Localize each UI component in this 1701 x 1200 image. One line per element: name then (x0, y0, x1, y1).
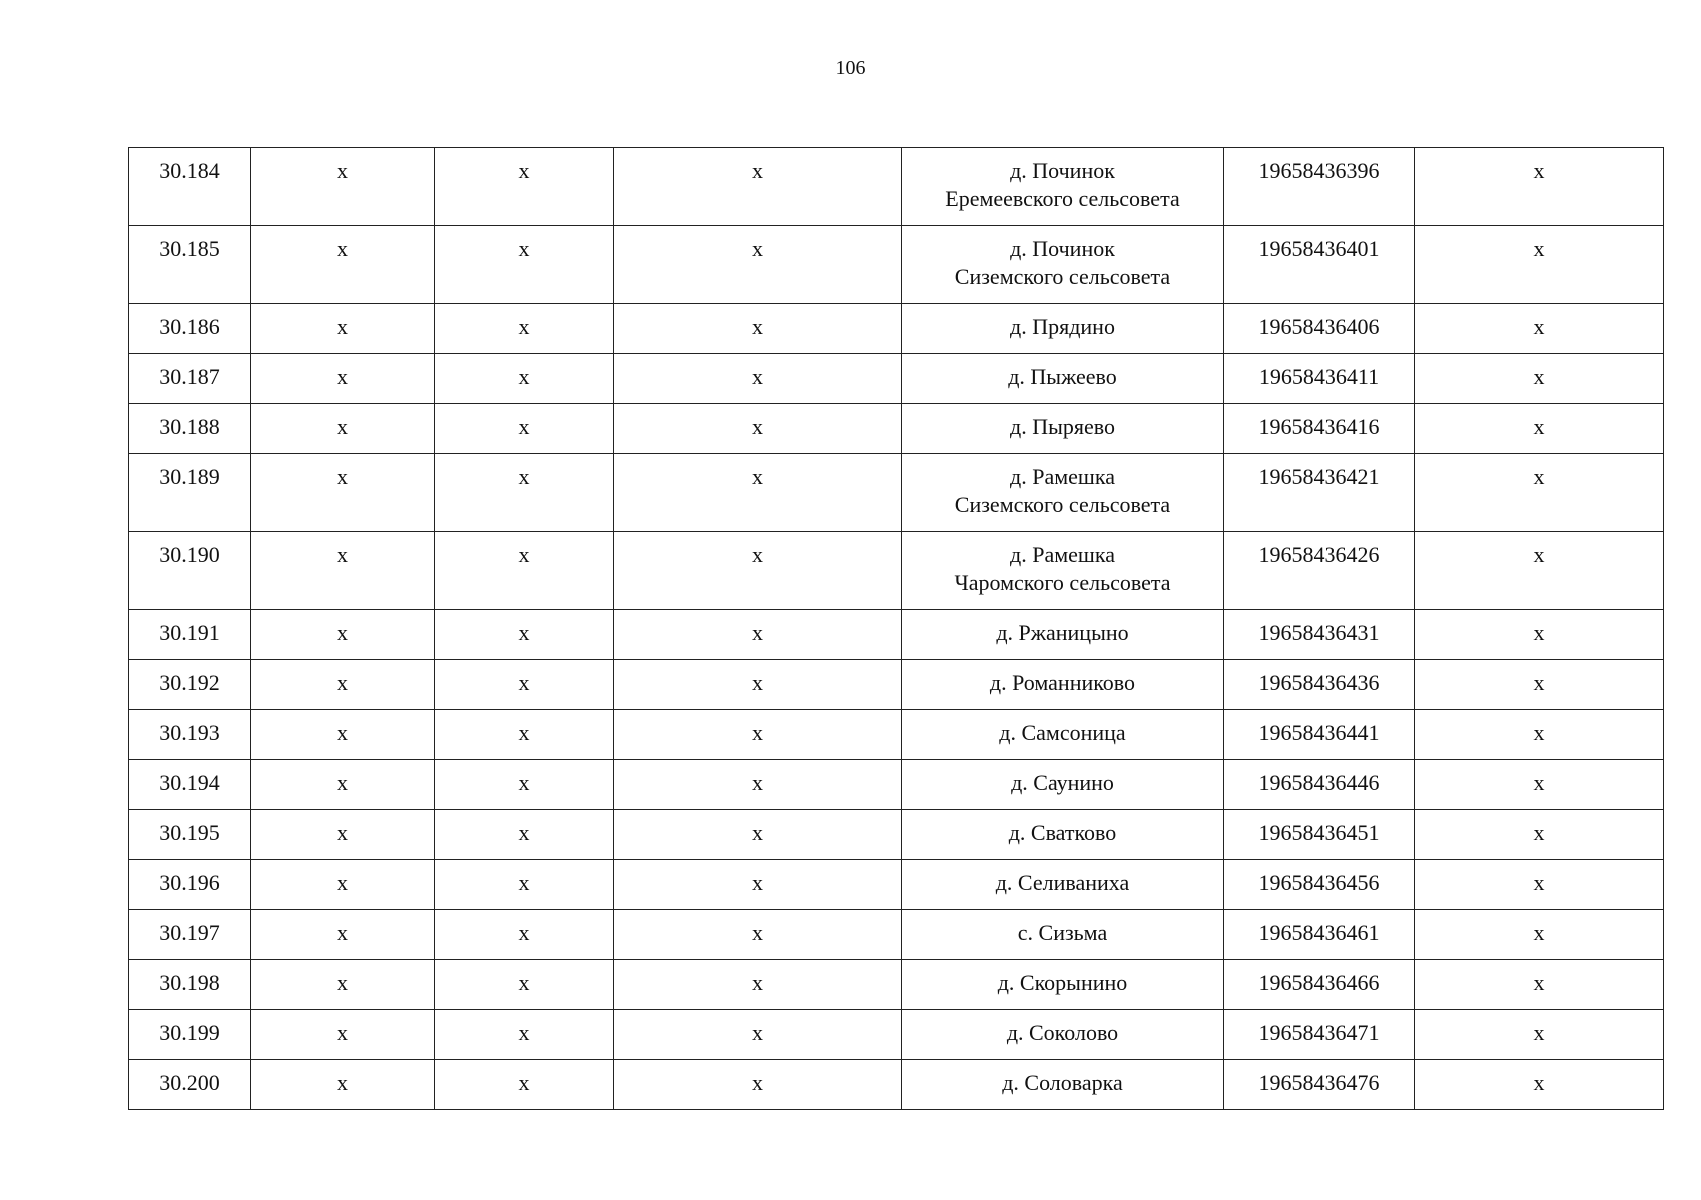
cell-text: 30.193 (159, 720, 220, 745)
oktmo-code-cell (1224, 710, 1415, 760)
settlement-name-cell (902, 910, 1224, 960)
cell-text: x (1533, 870, 1545, 895)
column-7-cell (1415, 960, 1664, 1010)
oktmo-code-cell (1224, 860, 1415, 910)
row-number-cell (129, 226, 251, 304)
table-row (129, 810, 1664, 860)
column-7-cell (1415, 860, 1664, 910)
cell-text: x (518, 770, 530, 795)
column-3-cell (435, 610, 614, 660)
cell-text: 30.190 (159, 542, 220, 567)
settlement-name-cell (902, 226, 1224, 304)
cell-text: 30.186 (159, 314, 220, 339)
cell-text: 30.188 (159, 414, 220, 439)
column-3-cell (435, 710, 614, 760)
cell-text: 30.197 (159, 920, 220, 945)
cell-text: 19658436396 (1258, 158, 1380, 183)
column-7-cell (1415, 1060, 1664, 1110)
column-7-cell (1415, 810, 1664, 860)
column-3-cell (435, 454, 614, 532)
column-3-cell (435, 148, 614, 226)
row-number-cell (129, 860, 251, 910)
oktmo-code-cell (1224, 226, 1415, 304)
column-2-cell (251, 910, 435, 960)
table-row (129, 404, 1664, 454)
settlement-name-cell (902, 810, 1224, 860)
cell-text: д. Соловарка (1002, 1070, 1123, 1095)
column-3-cell (435, 532, 614, 610)
cell-text: x (1533, 1070, 1545, 1095)
cell-text: 19658436476 (1258, 1070, 1380, 1095)
table-row (129, 910, 1664, 960)
column-4-cell (614, 960, 902, 1010)
cell-text: x (518, 236, 530, 261)
column-7-cell (1415, 304, 1664, 354)
column-3-cell (435, 960, 614, 1010)
cell-text: x (337, 314, 348, 339)
cell-text: x (752, 236, 763, 261)
cell-text: x (518, 314, 530, 339)
cell-text: 30.185 (159, 236, 220, 261)
column-2-cell (251, 1010, 435, 1060)
cell-text: x (337, 720, 348, 745)
cell-text: 19658436401 (1258, 236, 1380, 261)
cell-text: x (752, 364, 763, 389)
cell-text: x (337, 820, 348, 845)
table-row (129, 710, 1664, 760)
column-2-cell (251, 404, 435, 454)
column-3-cell (435, 304, 614, 354)
cell-text: x (1533, 720, 1545, 745)
cell-text: x (752, 314, 763, 339)
row-number-cell (129, 404, 251, 454)
oktmo-code-cell (1224, 610, 1415, 660)
cell-text: x (337, 1070, 348, 1095)
cell-text: 30.194 (159, 770, 220, 795)
cell-text: 19658436441 (1258, 720, 1380, 745)
column-2-cell (251, 860, 435, 910)
cell-text: 19658436436 (1258, 670, 1380, 695)
cell-text: x (518, 920, 530, 945)
cell-text: x (752, 620, 763, 645)
column-2-cell (251, 960, 435, 1010)
cell-text: x (518, 970, 530, 995)
cell-text: x (518, 820, 530, 845)
cell-text: x (1533, 414, 1545, 439)
cell-text: x (337, 542, 348, 567)
column-2-cell (251, 710, 435, 760)
cell-text: x (518, 414, 530, 439)
cell-text: x (337, 770, 348, 795)
table-row (129, 532, 1664, 610)
oktmo-code-cell (1224, 404, 1415, 454)
table-row (129, 148, 1664, 226)
column-4-cell (614, 404, 902, 454)
cell-text: 19658436431 (1258, 620, 1380, 645)
settlement-name-cell (902, 660, 1224, 710)
settlement-name-cell (902, 960, 1224, 1010)
cell-text: x (337, 236, 348, 261)
cell-text: д. Соколово (1006, 1020, 1119, 1045)
column-4-cell (614, 710, 902, 760)
cell-text: x (1533, 770, 1545, 795)
table-row (129, 760, 1664, 810)
cell-text: д. Сватково (1008, 820, 1117, 845)
column-7-cell (1415, 354, 1664, 404)
oktmo-code-cell (1224, 910, 1415, 960)
cell-text: x (752, 970, 763, 995)
cell-text: 30.199 (159, 1020, 220, 1045)
cell-text: 19658436421 (1258, 464, 1380, 489)
row-number-cell (129, 810, 251, 860)
column-7-cell (1415, 910, 1664, 960)
cell-text: x (752, 870, 763, 895)
cell-text: x (337, 670, 348, 695)
table-row (129, 354, 1664, 404)
column-2-cell (251, 1060, 435, 1110)
column-4-cell (614, 304, 902, 354)
column-2-cell (251, 454, 435, 532)
cell-text: x (1533, 542, 1545, 567)
settlement-name-cell (902, 532, 1224, 610)
column-4-cell (614, 454, 902, 532)
column-4-cell (614, 226, 902, 304)
cell-text: д. Самсоница (999, 720, 1126, 745)
cell-text: 30.189 (159, 464, 220, 489)
cell-text: x (752, 670, 763, 695)
table-body (129, 148, 1664, 1110)
cell-text: x (1533, 970, 1545, 995)
cell-text: д. Рамешка Чаромского сельсовета (954, 542, 1171, 595)
column-7-cell (1415, 1010, 1664, 1060)
cell-text: x (518, 720, 530, 745)
settlement-name-cell (902, 404, 1224, 454)
cell-text: x (752, 920, 763, 945)
settlement-name-cell (902, 454, 1224, 532)
cell-text: 19658436471 (1258, 1020, 1380, 1045)
column-4-cell (614, 910, 902, 960)
settlement-name-cell (902, 760, 1224, 810)
column-2-cell (251, 354, 435, 404)
oktmo-code-cell (1224, 454, 1415, 532)
cell-text: x (518, 1070, 530, 1095)
settlement-name-cell (902, 610, 1224, 660)
column-2-cell (251, 304, 435, 354)
cell-text: 19658436406 (1258, 314, 1380, 339)
column-2-cell (251, 532, 435, 610)
table-row (129, 226, 1664, 304)
cell-text: x (1533, 158, 1545, 183)
cell-text: x (1533, 464, 1545, 489)
settlement-name-cell (902, 148, 1224, 226)
cell-text: x (518, 620, 530, 645)
cell-text: x (518, 870, 530, 895)
table-row (129, 1010, 1664, 1060)
row-number-cell (129, 710, 251, 760)
row-number-cell (129, 1010, 251, 1060)
cell-text: x (752, 464, 763, 489)
row-number-cell (129, 760, 251, 810)
cell-text: x (752, 1070, 763, 1095)
cell-text: 30.198 (159, 970, 220, 995)
cell-text: x (518, 464, 530, 489)
cell-text: x (1533, 314, 1545, 339)
column-2-cell (251, 760, 435, 810)
cell-text: 19658436411 (1258, 364, 1380, 389)
column-7-cell (1415, 454, 1664, 532)
settlement-name-cell (902, 354, 1224, 404)
oktmo-code-cell (1224, 660, 1415, 710)
row-number-cell (129, 148, 251, 226)
cell-text: x (337, 464, 348, 489)
cell-text: x (337, 1020, 348, 1045)
column-7-cell (1415, 404, 1664, 454)
cell-text: 30.195 (159, 820, 220, 845)
cell-text: 19658436451 (1258, 820, 1380, 845)
cell-text: 19658436466 (1258, 970, 1380, 995)
cell-text: д. Ржаницыно (996, 620, 1129, 645)
column-3-cell (435, 860, 614, 910)
row-number-cell (129, 354, 251, 404)
column-3-cell (435, 1010, 614, 1060)
cell-text: д. Романниково (989, 670, 1136, 695)
column-4-cell (614, 860, 902, 910)
column-2-cell (251, 810, 435, 860)
column-2-cell (251, 226, 435, 304)
column-7-cell (1415, 760, 1664, 810)
column-4-cell (614, 1010, 902, 1060)
cell-text: x (518, 670, 530, 695)
column-4-cell (614, 1060, 902, 1110)
cell-text: 30.187 (159, 364, 220, 389)
page-number: 106 (835, 57, 866, 79)
column-4-cell (614, 810, 902, 860)
cell-text: x (1533, 820, 1545, 845)
column-7-cell (1415, 710, 1664, 760)
cell-text: д. Починок Еремеевского сельсовета (945, 158, 1180, 211)
cell-text: 30.196 (159, 870, 220, 895)
cell-text: x (752, 820, 763, 845)
column-3-cell (435, 1060, 614, 1110)
cell-text: x (518, 158, 530, 183)
cell-text: x (1533, 670, 1545, 695)
cell-text: x (337, 970, 348, 995)
cell-text: 30.200 (159, 1070, 220, 1095)
cell-text: x (1533, 1020, 1545, 1045)
table-row (129, 860, 1664, 910)
oktmo-code-cell (1224, 532, 1415, 610)
column-3-cell (435, 910, 614, 960)
column-4-cell (614, 760, 902, 810)
oktmo-code-cell (1224, 148, 1415, 226)
oktmo-code-cell (1224, 760, 1415, 810)
table-row (129, 454, 1664, 532)
table-row (129, 610, 1664, 660)
column-7-cell (1415, 148, 1664, 226)
column-3-cell (435, 354, 614, 404)
cell-text: 30.191 (159, 620, 220, 645)
cell-text: x (752, 414, 763, 439)
column-3-cell (435, 760, 614, 810)
cell-text: x (1533, 920, 1545, 945)
cell-text: x (518, 542, 530, 567)
row-number-cell (129, 610, 251, 660)
row-number-cell (129, 660, 251, 710)
settlement-name-cell (902, 1060, 1224, 1110)
cell-text: x (752, 770, 763, 795)
cell-text: 19658436426 (1258, 542, 1380, 567)
column-2-cell (251, 660, 435, 710)
cell-text: x (1533, 236, 1545, 261)
cell-text: x (337, 158, 348, 183)
settlement-name-cell (902, 304, 1224, 354)
cell-text: д. Починок Сиземского сельсовета (954, 236, 1171, 289)
column-4-cell (614, 610, 902, 660)
oktmo-code-cell (1224, 304, 1415, 354)
cell-text: x (337, 920, 348, 945)
column-2-cell (251, 148, 435, 226)
cell-text: д. Пыжеево (1008, 364, 1117, 389)
column-2-cell (251, 610, 435, 660)
cell-text: д. Селиваниха (995, 870, 1130, 895)
row-number-cell (129, 304, 251, 354)
cell-text: x (337, 620, 348, 645)
table-row (129, 960, 1664, 1010)
oktmo-code-cell (1224, 1060, 1415, 1110)
cell-text: 19658436461 (1258, 920, 1380, 945)
cell-text: x (1533, 620, 1545, 645)
cell-text: д. Пыряево (1010, 414, 1115, 439)
column-7-cell (1415, 226, 1664, 304)
column-4-cell (614, 148, 902, 226)
settlements-table (128, 147, 1664, 1110)
cell-text: x (752, 158, 763, 183)
oktmo-code-cell (1224, 960, 1415, 1010)
column-3-cell (435, 226, 614, 304)
cell-text: x (337, 870, 348, 895)
column-4-cell (614, 354, 902, 404)
column-7-cell (1415, 660, 1664, 710)
settlement-name-cell (902, 860, 1224, 910)
cell-text: x (337, 414, 348, 439)
cell-text: 19658436446 (1258, 770, 1380, 795)
cell-text: 30.192 (159, 670, 220, 695)
cell-text: x (752, 542, 763, 567)
table-row (129, 660, 1664, 710)
cell-text: д. Прядино (1010, 314, 1115, 339)
cell-text: 30.184 (159, 158, 220, 183)
settlement-name-cell (902, 710, 1224, 760)
cell-text: д. Скорынино (997, 970, 1128, 995)
row-number-cell (129, 454, 251, 532)
column-7-cell (1415, 532, 1664, 610)
cell-text: x (752, 1020, 763, 1045)
oktmo-code-cell (1224, 1010, 1415, 1060)
table-row (129, 304, 1664, 354)
cell-text: с. Сизьма (1017, 920, 1108, 945)
column-7-cell (1415, 610, 1664, 660)
oktmo-code-cell (1224, 354, 1415, 404)
cell-text: x (752, 720, 763, 745)
cell-text: 19658436416 (1258, 414, 1380, 439)
column-3-cell (435, 660, 614, 710)
row-number-cell (129, 910, 251, 960)
row-number-cell (129, 1060, 251, 1110)
column-4-cell (614, 660, 902, 710)
column-3-cell (435, 810, 614, 860)
row-number-cell (129, 532, 251, 610)
cell-text: x (518, 1020, 530, 1045)
settlement-name-cell (902, 1010, 1224, 1060)
cell-text: д. Саунино (1011, 770, 1114, 795)
cell-text: д. Рамешка Сиземского сельсовета (954, 464, 1171, 517)
table-row (129, 1060, 1664, 1110)
column-3-cell (435, 404, 614, 454)
row-number-cell (129, 960, 251, 1010)
cell-text: x (1533, 364, 1545, 389)
cell-text: x (337, 364, 348, 389)
cell-text: x (518, 364, 530, 389)
oktmo-code-cell (1224, 810, 1415, 860)
column-4-cell (614, 532, 902, 610)
cell-text: 19658436456 (1258, 870, 1380, 895)
